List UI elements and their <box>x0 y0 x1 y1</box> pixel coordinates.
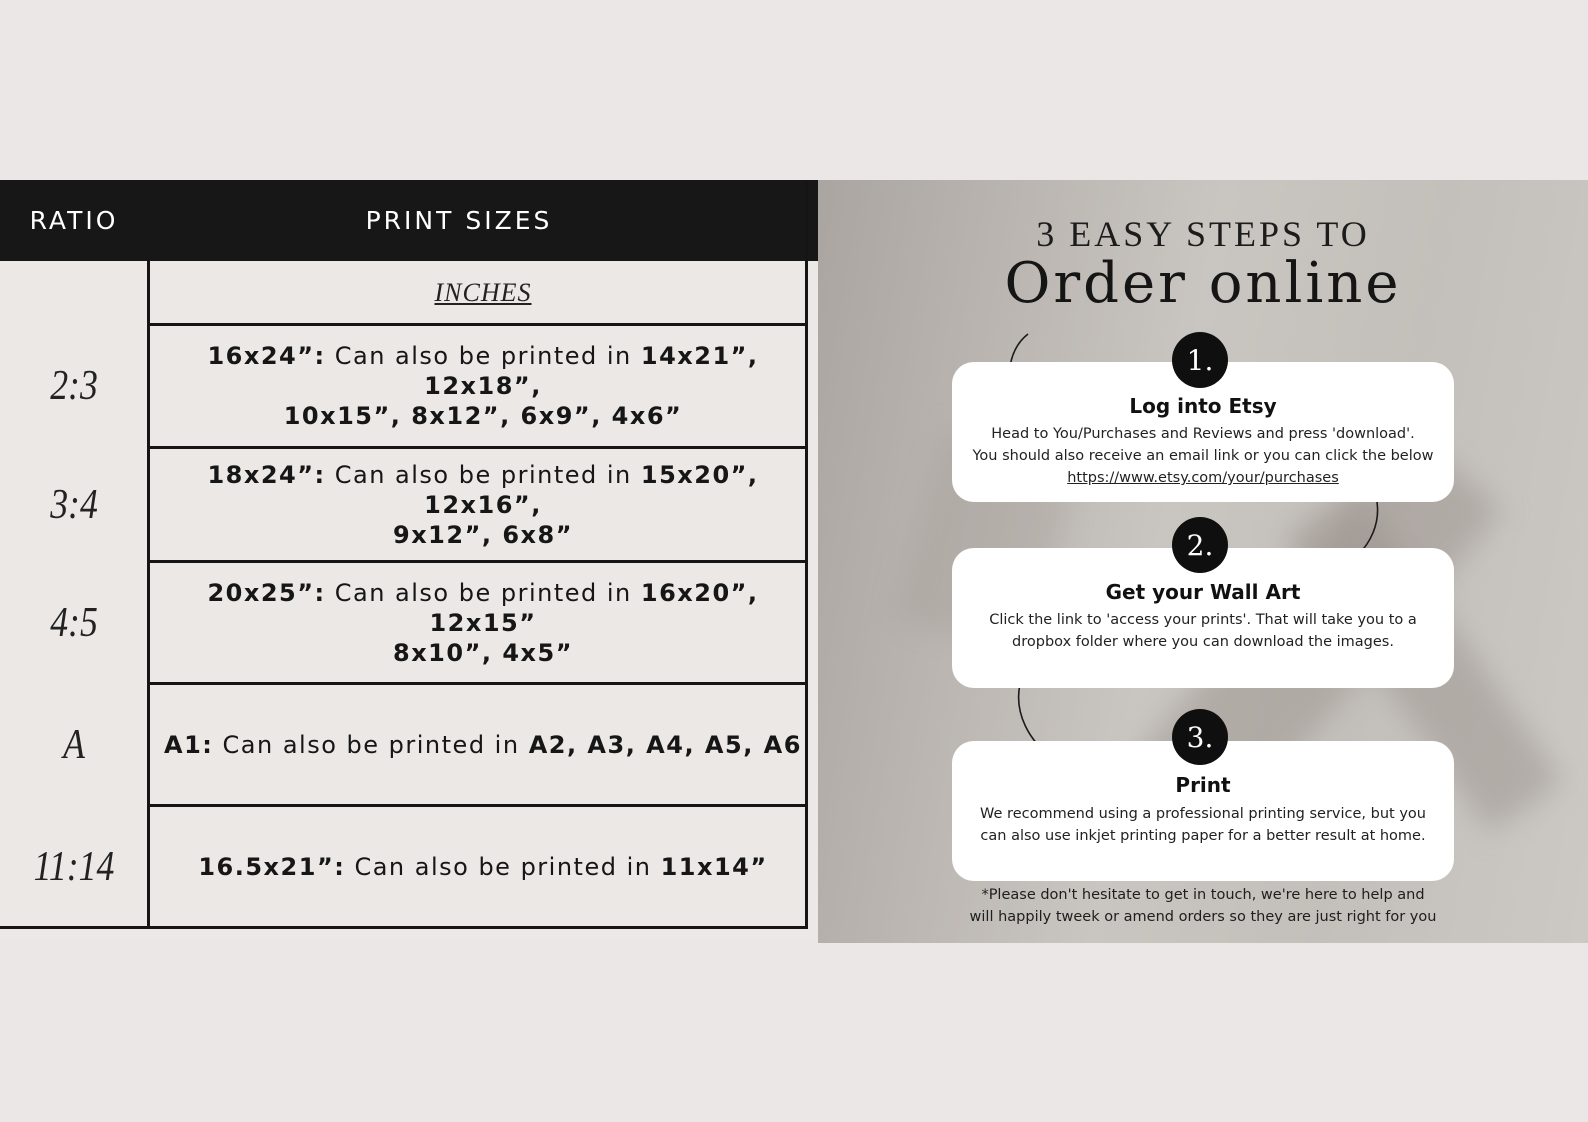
alt-sizes: 9x12”, 6x8” <box>393 520 573 549</box>
size-cell <box>150 685 816 804</box>
table-bottom-border <box>0 926 808 929</box>
step-text-line: dropbox folder where you can download the images. <box>1012 634 1394 650</box>
step-description <box>952 423 1454 489</box>
step-description <box>952 609 1454 653</box>
footnote-line: will happily tweek or amend orders so they are just right for you <box>969 909 1437 925</box>
size-text: Can also be printed in <box>325 460 641 489</box>
alt-sizes: 14x21”, 12x18”, <box>424 342 759 400</box>
size-cell <box>150 326 816 446</box>
step-text-line: can also use inkjet printing paper for a better result at home. <box>980 828 1426 844</box>
size-text: Can also be printed in <box>213 730 529 759</box>
step-number-badge: 2. <box>1172 517 1228 573</box>
units-label: INCHES <box>434 278 532 307</box>
ratio-cell: 2:3 <box>50 363 98 409</box>
footnote-line: *Please don't hesitate to get in touch, we're here to help and <box>981 887 1425 903</box>
alt-sizes: A2, A3, A4, A5, A6 <box>528 730 802 759</box>
step-text-line: You should also receive an email link or you can click the below <box>972 448 1434 464</box>
step-text-line: Head to You/Purchases and Reviews and press 'download'. <box>991 426 1415 442</box>
alt-sizes: 8x10”, 4x5” <box>393 638 573 667</box>
step-text-line: We recommend using a professional printing service, but you <box>980 806 1426 822</box>
step-title: Get your Wall Art <box>1105 580 1301 604</box>
size-text: Can also be printed in <box>345 852 661 881</box>
step-number-badge: 1. <box>1172 332 1228 388</box>
size-cell <box>150 807 816 926</box>
footnote <box>918 884 1488 928</box>
order-steps-panel <box>818 180 1588 943</box>
alt-sizes: 15x20”, 12x16”, <box>424 460 759 519</box>
ratio-cell: 4:5 <box>50 599 98 646</box>
size-text: Can also be printed in <box>325 578 641 607</box>
etsy-purchases-link[interactable]: https://www.etsy.com/your/purchases <box>1067 470 1339 486</box>
step-number-badge: 3. <box>1172 709 1228 765</box>
alt-sizes: 11x14” <box>660 852 768 881</box>
ratio-cell: 11:14 <box>33 843 115 890</box>
ratio-column-header: RATIO <box>29 206 119 235</box>
size-cell <box>150 563 816 682</box>
alt-sizes: 10x15”, 8x12”, 6x9”, 4x6” <box>283 402 683 430</box>
print-size-table <box>0 180 818 940</box>
alt-sizes: 16x20”, 12x15” <box>429 578 759 637</box>
print-sizes-column-header: PRINT SIZES <box>365 206 553 235</box>
main-size: 16x24”: <box>207 342 326 370</box>
step-title: Log into Etsy <box>1129 394 1277 418</box>
main-size: A1: <box>164 730 214 759</box>
table-header <box>0 180 818 261</box>
step-description <box>952 803 1454 847</box>
step-text-line: Click the link to 'access your prints'. That will take you to a <box>989 612 1417 628</box>
ratio-cell: 3:4 <box>50 481 98 528</box>
panel-title: Order online <box>1004 251 1402 316</box>
ratio-cell: A <box>63 721 85 768</box>
main-size: 16.5x21”: <box>198 852 346 881</box>
main-size: 18x24”: <box>207 460 326 489</box>
size-cell <box>150 449 816 560</box>
size-text: Can also be printed in <box>325 342 641 370</box>
step-title: Print <box>1175 773 1231 797</box>
panel-subtitle: 3 EASY STEPS TO <box>1036 214 1370 254</box>
main-size: 20x25”: <box>207 578 326 607</box>
